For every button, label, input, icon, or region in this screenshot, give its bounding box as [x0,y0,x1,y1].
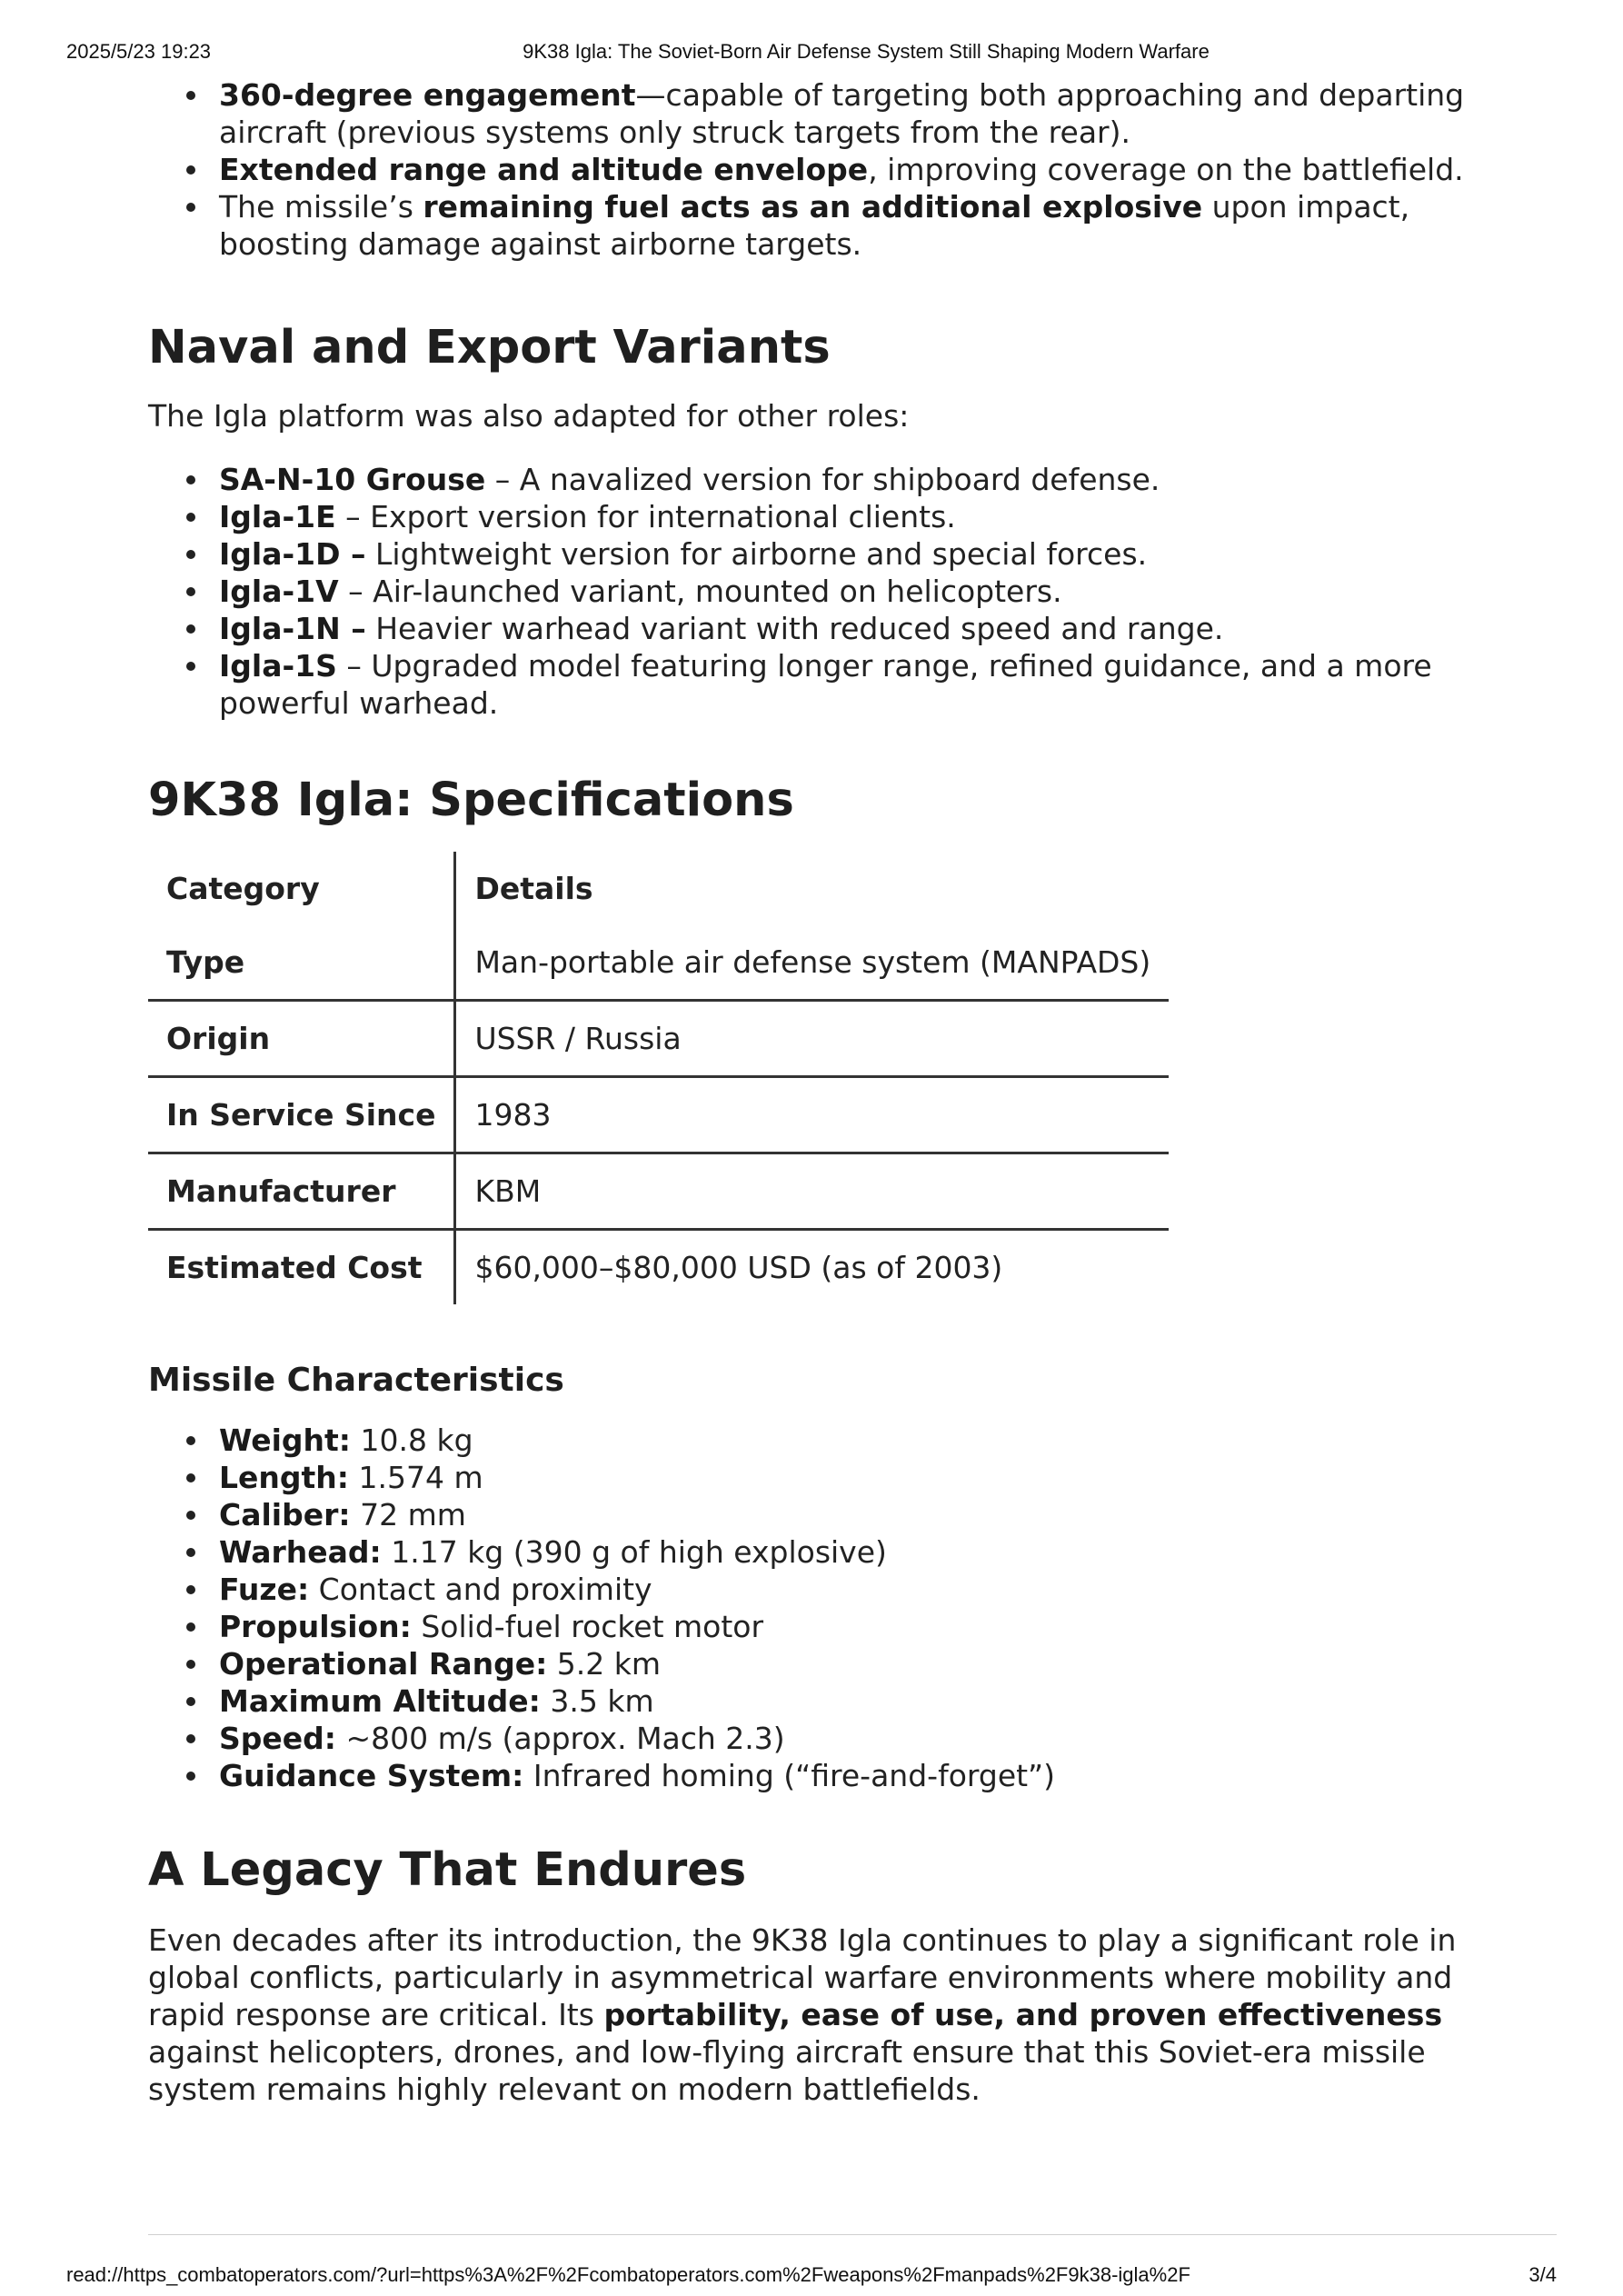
spec-value: USSR / Russia [455,1001,1169,1077]
variant-name: Igla-1E [219,499,336,534]
list-item [219,1720,1493,1757]
page-number: 3/4 [1528,2263,1557,2286]
characteristic-value: 10.8 kg [351,1423,473,1458]
list-item [219,498,1493,535]
variant-name: SA-N-10 Grouse [219,462,486,497]
specs-heading: 9K38 Igla: Specifications [148,774,794,827]
list-item [219,1645,1493,1682]
spec-key: Manufacturer [148,1153,455,1230]
print-date: 2025/5/23 19:23 [66,40,212,63]
list-item [219,1757,1493,1794]
variants-intro: The Igla platform was also adapted for other roles: [148,398,910,434]
table-row [148,1153,1169,1230]
characteristic-value: Solid-fuel rocket motor [411,1609,764,1644]
list-item [219,76,1493,151]
characteristic-value: 1.574 m [349,1460,483,1495]
bullet-bold: Extended range and altitude envelope [219,152,869,187]
list-item [219,535,1493,573]
characteristic-value: 72 mm [350,1497,466,1532]
article-body [148,76,1493,2108]
spec-value: $60,000–$80,000 USD (as of 2003) [455,1230,1169,1305]
characteristic-label: Propulsion: [219,1609,412,1644]
list-item [219,461,1493,498]
variant-name: Igla-1V [219,574,339,609]
characteristic-value: Contact and proximity [309,1572,652,1607]
variant-desc: – A navalized version for shipboard defense. [485,462,1160,497]
bullet-bold: 360-degree engagement [219,77,636,113]
spec-key: Type [148,925,455,1001]
bullet-bold: remaining fuel acts as an additional explosive [423,189,1203,225]
footer-divider [148,2234,1557,2235]
variant-name: Igla-1N – [219,611,366,646]
list-item [219,1571,1493,1608]
characteristic-value: Infrared homing (“fire-and-forget”) [523,1758,1056,1793]
characteristic-label: Fuze: [219,1572,310,1607]
table-row [148,925,1169,1001]
variant-name: Igla-1D – [219,536,366,572]
characteristic-label: Caliber: [219,1497,351,1532]
print-url: read://https_combatoperators.com/?url=https%3A%2F%2Fcombatoperators.com%2Fweapons%2Fmanpads%2F9k38-igla%2F [66,2263,1190,2286]
spec-value: Man-portable air defense system (MANPADS) [474,944,1151,980]
list-item [219,151,1493,188]
list-item [219,647,1493,722]
characteristic-label: Speed: [219,1721,336,1756]
variant-name: Igla-1S [219,648,337,684]
spec-key: Origin [148,1001,455,1077]
characteristic-value: 5.2 km [547,1646,662,1682]
characteristic-value: ~800 m/s (approx. Mach 2.3) [335,1721,785,1756]
variant-desc: – Export version for international clients. [335,499,956,534]
characteristic-label: Warhead: [219,1534,382,1570]
print-footer [66,2263,1557,2291]
variant-desc: – Upgraded model featuring longer range, refined guidance, and a more powerful warhead. [219,648,1432,721]
list-item [219,1496,1493,1533]
bullet-text: , improving coverage on the battlefield. [868,152,1464,187]
characteristic-label: Length: [219,1460,349,1495]
list-item [219,1608,1493,1645]
table-row [148,1001,1169,1077]
list-item [219,1459,1493,1496]
advantages-list [148,76,1493,263]
legacy-heading: A Legacy That Endures [148,1843,747,1897]
table-header-row [148,852,1169,925]
list-item [219,573,1493,610]
column-header-details: Details [474,871,593,906]
variant-desc: Lightweight version for airborne and special forces. [365,536,1148,572]
list-item [219,1682,1493,1720]
specs-table [148,852,1169,1304]
bullet-text: upon impact, boosting damage against airborne targets. [219,189,1410,262]
spec-value: 1983 [455,1077,1169,1153]
characteristic-label: Guidance System: [219,1758,524,1793]
spec-key: Estimated Cost [148,1230,455,1305]
variants-heading: Naval and Export Variants [148,321,831,374]
spec-key: In Service Since [148,1077,455,1153]
table-row [148,1230,1169,1305]
legacy-paragraph [148,1922,1493,2108]
variant-desc: – Air-launched variant, mounted on helicopters. [338,574,1062,609]
list-item [219,1422,1493,1459]
characteristic-label: Weight: [219,1423,352,1458]
variant-desc: Heavier warhead variant with reduced speed and range. [365,611,1224,646]
print-header [66,40,1557,71]
missile-characteristics-list [148,1422,1493,1794]
characteristic-label: Maximum Altitude: [219,1683,541,1719]
list-item [219,610,1493,647]
list-item [219,1533,1493,1571]
characteristic-label: Operational Range: [219,1646,548,1682]
characteristic-value: 3.5 km [540,1683,654,1719]
table-row [148,1077,1169,1153]
variants-list [148,461,1493,722]
characteristic-value: 1.17 kg (390 g of high explosive) [381,1534,887,1570]
legacy-text: against helicopters, drones, and low-flying aircraft ensure that this Soviet-era missile system remains highly relevant on modern battlefields. [148,2034,1426,2107]
bullet-text: —capable of targeting both approaching and departing aircraft (previous systems only struck targets from the rear). [219,77,1465,150]
spec-value: KBM [455,1153,1169,1230]
legacy-emphasis: portability, ease of use, and proven effectiveness [603,1997,1443,2032]
legacy-text: Even decades after its introduction, the 9K38 Igla continues to play a significant role in global conflicts, particularly in asymmetrical warfare environments where mobility and rapid response are critical. Its [148,1922,1457,2032]
list-item [219,188,1493,263]
print-page-title: 9K38 Igla: The Soviet-Born Air Defense System Still Shaping Modern Warfare [523,40,1210,63]
bullet-text: The missile’s [219,189,423,225]
missile-characteristics-heading: Missile Characteristics [148,1362,564,1399]
column-header-category: Category [148,852,455,925]
